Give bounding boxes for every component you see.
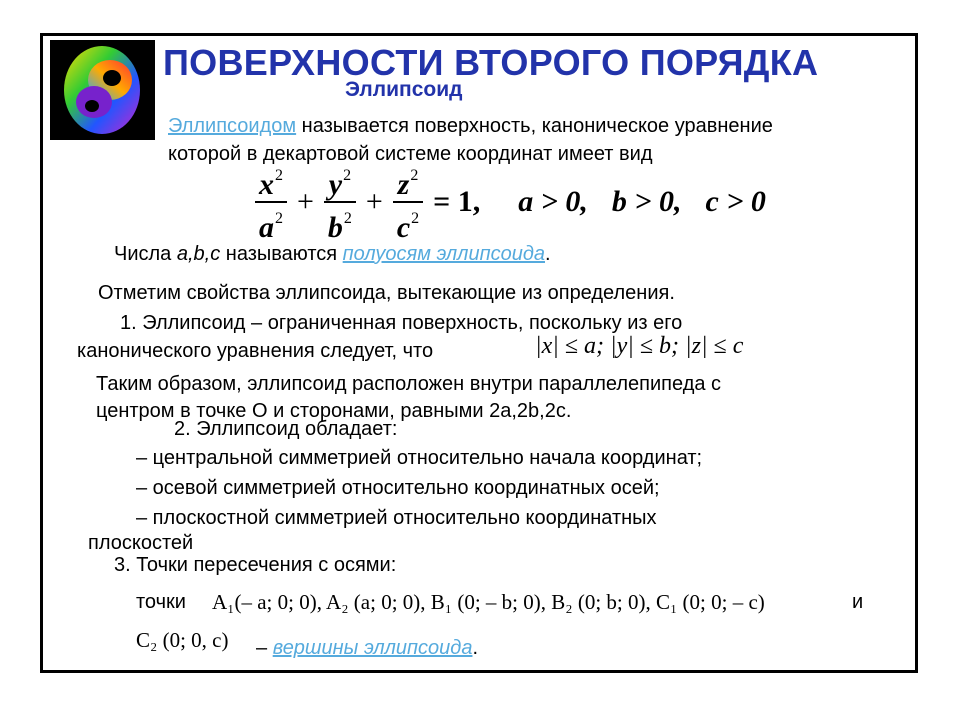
plus-sign: + — [365, 185, 383, 218]
and-word: и — [852, 591, 864, 613]
points-label: точки — [136, 591, 186, 613]
property-1-line-1: 1. Эллипсоид – ограниченная поверхность, поскольку из его — [120, 312, 683, 334]
canonical-equation — [253, 160, 770, 244]
plus-sign: + — [297, 185, 314, 218]
slide-title: ПОВЕРХНОСТИ ВТОРОГО ПОРЯДКА — [163, 42, 819, 83]
fraction-y: $\frac{y^2}{b^2}$ — [324, 160, 356, 244]
property-2-item: – осевой симметрией относительно координатных осей; — [136, 477, 660, 499]
definition-line-2: которой в декартовой системе координат имеет вид — [168, 143, 653, 165]
property-2-heading: 2. Эллипсоид обладает: — [174, 418, 398, 440]
vertices-formula: A₁(– a; 0; 0), A₂ (a; 0; 0), B₁ (0; – b; 0), B₂ (0; b; 0), C₁ (0; 0; – c) — [212, 590, 765, 614]
vertices-line: – вершины эллипсоида. — [256, 637, 479, 659]
definition-text: называется поверхность, каноническое уравнение — [296, 115, 773, 137]
semiaxes-link[interactable]: полуосям эллипсоида — [342, 243, 545, 265]
condition-c: c > 0 — [705, 185, 766, 218]
condition-b: b > 0, — [611, 185, 682, 218]
vertices-link[interactable]: вершины эллипсоида — [272, 637, 473, 659]
property-2-item: – центральной симметрией относительно начала координат; — [136, 447, 703, 469]
definition-line-1 — [168, 114, 773, 138]
property-1-line-2: канонического уравнения следует, что — [77, 340, 434, 362]
equals-one: = 1, — [433, 185, 481, 218]
property-2-item: – плоскостной симметрией относительно координатных — [136, 507, 657, 529]
property-3-heading: 3. Точки пересечения с осями: — [114, 554, 397, 576]
properties-intro: Отметим свойства эллипсоида, вытекающие из определения. — [98, 282, 675, 304]
fraction-x: $\frac{x^2}{a^2}$ — [255, 160, 287, 244]
torus-surface-icon — [50, 40, 155, 140]
c2-formula: C₂ (0; 0, c) — [136, 628, 229, 652]
bounds-formula: |x| ≤ a; |y| ≤ b; |z| ≤ c — [535, 333, 744, 359]
semiaxes-line: Числа a,b,c называются полуосям эллипсоида. — [114, 243, 551, 265]
parallelepiped-line-2: центром в точке O и сторонами, равными 2a,2b,2c. — [96, 400, 572, 422]
condition-a: a > 0, — [518, 185, 588, 218]
property-2-tail: плоскостей — [88, 532, 194, 554]
parallelepiped-line-1: Таким образом, эллипсоид расположен внутри параллелепипеда с — [96, 373, 722, 395]
slide-subtitle: Эллипсоид — [345, 78, 463, 101]
ellipsoid-definition-link[interactable]: Эллипсоидом — [168, 115, 297, 137]
fraction-z: $\frac{z^2}{c^2}$ — [393, 160, 423, 244]
